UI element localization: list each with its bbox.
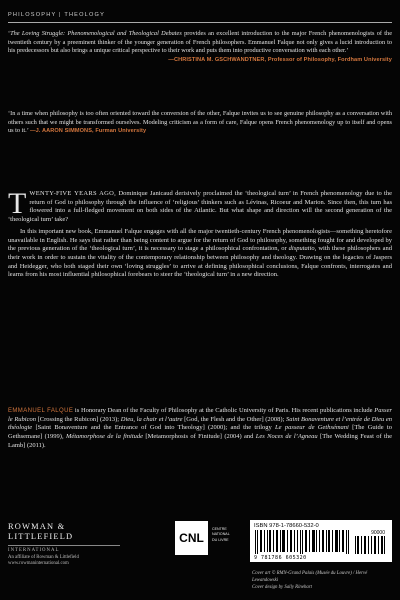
work-title-4: Le passeur de Gethsémani bbox=[275, 424, 349, 432]
work-title-1: Passer le Rubicon bbox=[8, 407, 392, 423]
cover-design-credit: Cover design by Sally Rinehart bbox=[252, 585, 312, 590]
publisher-url: www.rowmaninternational.com bbox=[8, 561, 69, 566]
work-translation-4: [The Guide to Gethsemane] (1999), bbox=[8, 424, 392, 441]
endorsement-1-text: provides an excellent introduction to the major French phenomenologists of the twentieth century by a preeminent thinker of the younger generation of French philosophers. Emmanuel Falque not only gives a lucid introduction to his predecessors but also brings a unique critical perspective to their work and puts them into productive conversation with each other.’ bbox=[8, 30, 392, 55]
paragraph-2-text-b: , with these philosophers and their work in order to sustain the vitality of the contemporary relationship between philosophy and theology. Drawing on the legacies of Jaspers and Heidegger, who both staged their own ‘loving struggles’ to arrive at defining philosophical conclusions, Falque confronts, interrogates and learns from his most influential philosophical forebears to steer the ‘theological turn’ in a new direction. bbox=[8, 245, 392, 279]
cnl-logo-block bbox=[175, 521, 235, 557]
publisher-rule bbox=[8, 545, 120, 546]
price-code: 90000 bbox=[371, 530, 385, 536]
author-bio-paragraph bbox=[8, 407, 392, 451]
publisher-name-line-2: LITTLEFIELD bbox=[8, 532, 74, 541]
work-translation-6: [The Wedding Feast of the Lamb] (2011). bbox=[8, 433, 392, 449]
work-translation-5: [Metamorphosis of Finitude] (2004) and bbox=[143, 433, 256, 441]
cnl-logo: CNL bbox=[175, 521, 208, 555]
author-bio bbox=[8, 407, 392, 454]
work-translation-1: [Crossing the Rubicon] (2013); bbox=[36, 415, 121, 423]
description-paragraph-2 bbox=[8, 228, 392, 280]
publisher-affiliate: An affiliate of Rowman & Littlefield bbox=[8, 554, 79, 560]
endorsement-2 bbox=[8, 110, 392, 136]
description-paragraph-1 bbox=[8, 187, 392, 225]
smallcaps-lead: WENTY-FIVE YEARS AGO, bbox=[29, 190, 117, 197]
barcode-bars bbox=[254, 530, 352, 554]
work-translation-3: [Saint Bonaventure and the Entrance of God into Theology] (2000); and the trilogy bbox=[32, 424, 276, 432]
author-name: EMMANUEL FALQUE bbox=[8, 408, 74, 414]
drop-cap: T bbox=[8, 187, 27, 220]
category-label: PHILOSOPHY | THEOLOGY bbox=[8, 12, 106, 18]
price-barcode-bars bbox=[354, 536, 386, 554]
work-title-6: Les Noces de l’Agneau bbox=[255, 433, 318, 441]
work-title-2: Dieu, la chair et l’autre bbox=[120, 415, 183, 423]
cnl-line-3: DU LIVRE bbox=[212, 537, 229, 542]
endorsement-2-text: ‘In a time when philosophy is too often oriented toward the conversion of the other, Falque invites us to see genuine philosophy as a conversation with others such that we might be transformed ourselves. Modeling criticism as a form of care, Falque opens French phenomenology up to itself and opens us to it.’ bbox=[8, 110, 392, 135]
work-title-5: Métamorphose de la finitude bbox=[65, 433, 144, 441]
paragraph-2-text-a: In this important new book, Emmanuel Falque engages with all the major twentieth-century French phenomenologists—something heretofore unavailable in English. He says that rather than being content to argue for the return of God to philosophy, something fought for and developed by the previous generation of the ‘theological turn’, it is necessary to stage a philosophical confrontation, or bbox=[8, 227, 392, 253]
endorsement-2-attribution: —J. AARON SIMMONS, Furman University bbox=[29, 128, 147, 135]
endorsement-1 bbox=[8, 30, 392, 64]
cover-credits bbox=[252, 570, 392, 591]
author-bio-text: is Honorary Dean of the Faculty of Philosophy at the Catholic University of Paris. His recent publications include bbox=[73, 407, 375, 414]
publisher-name-line-3: INTERNATIONAL bbox=[8, 548, 60, 553]
cnl-text bbox=[212, 527, 230, 543]
barcode-digits: 9 781786 605320 bbox=[254, 555, 307, 561]
isbn-label: ISBN 978-1-78660-532-0 bbox=[254, 523, 319, 529]
paragraph-1-text: Dominique Janicaud derisively proclaimed the ‘theological turn’ in French phenomenology due to the return of God to philosophy through the influence of ‘religious’ thinkers such as Lévinas, Ricoeur and Marion. Since then, this turn has flowered into a full-fledged movement on both sides of the Atlantic. But what shape and direction will the second generation of the ‘theological turn’ take? bbox=[8, 190, 392, 224]
header-rule bbox=[8, 22, 392, 23]
cnl-line-2: NATIONAL bbox=[212, 532, 230, 537]
cover-art-credit: Cover art © RMN-Grand Palais (Musée du Louvre) / Hervé Lewandowski bbox=[252, 571, 368, 583]
endorsement-1-attribution: —CHRISTINA M. GSCHWANDTNER, Professor of Philosophy, Fordham University bbox=[168, 56, 392, 63]
work-translation-2: [God, the Flesh and the Other] (2008); bbox=[182, 415, 287, 423]
publisher-name-line-1: ROWMAN & bbox=[8, 522, 66, 531]
endorsement-1-book-title: The Loving Struggle: Phenomenological and Theological Debates bbox=[10, 30, 182, 37]
work-title-3: Saint Bonaventure et l’entrée de Dieu en théologie bbox=[8, 415, 393, 432]
barcode-block bbox=[250, 520, 392, 562]
endorsement-1-attribution-row bbox=[8, 56, 392, 65]
paragraph-2-italic: disputatio bbox=[288, 245, 315, 253]
cnl-line-1: CENTRE bbox=[212, 527, 227, 531]
publisher-block bbox=[8, 522, 138, 568]
endorsement-1-quote-open: ‘ bbox=[8, 30, 11, 37]
description bbox=[8, 187, 392, 283]
